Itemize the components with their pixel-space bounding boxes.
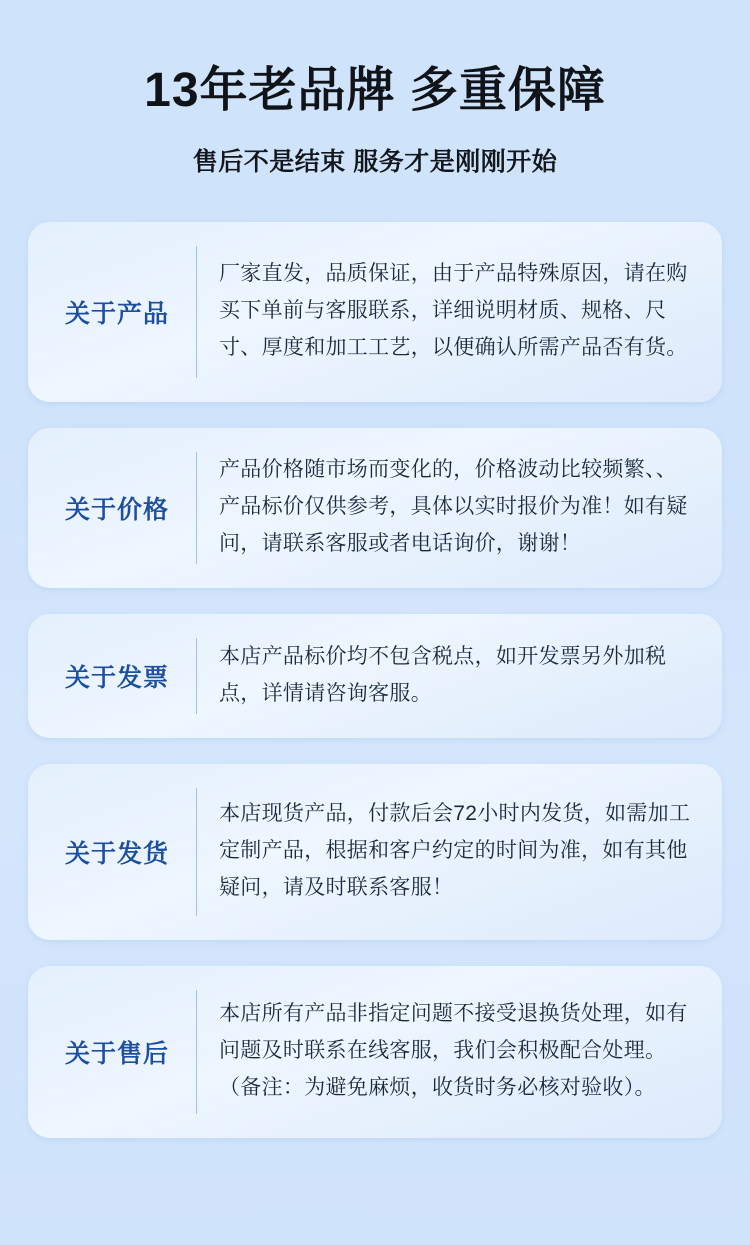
- info-card-label: 关于发货: [64, 839, 169, 868]
- info-card-label: 关于售后: [64, 1039, 169, 1068]
- info-card-label: 关于产品: [64, 299, 169, 328]
- info-card-label: 关于发票: [64, 663, 169, 692]
- info-card-shipping: [28, 764, 722, 940]
- info-card-text: 本店产品标价均不包含税点，如开发票另外加税点，详情请咨询客服。: [219, 644, 667, 705]
- info-card-price: [28, 428, 722, 588]
- info-card-aftersales: [28, 966, 722, 1138]
- page-header: [0, 0, 750, 178]
- info-card-text: 本店所有产品非指定问题不接受退换货处理，如有问题及时联系在线客服，我们会积极配合处理。（备注：为避免麻烦，收货时务必核对验收）。: [219, 1002, 688, 1099]
- info-card-product: [28, 222, 722, 402]
- page-title: 13年老品牌 多重保障: [144, 64, 606, 117]
- info-card-text: 厂家直发，品质保证，由于产品特殊原因，请在购买下单前与客服联系，详细说明材质、规格、尺寸、厚度和加工工艺，以便确认所需产品否有货。: [219, 262, 688, 359]
- info-card-text: 产品价格随市场而变化的，价格波动比较频繁、、产品标价仅供参考，具体以实时报价为准！如有疑问，请联系客服或者电话询价，谢谢！: [219, 458, 688, 555]
- info-card-text: 本店现货产品，付款后会72小时内发货，如需加工定制产品，根据和客户约定的时间为准，如有其他疑问，请及时联系客服！: [219, 802, 691, 899]
- page-subtitle: 售后不是结束 服务才是刚刚开始: [192, 147, 558, 176]
- info-card-label: 关于价格: [64, 495, 169, 524]
- info-card-list: [0, 222, 750, 1138]
- info-card-invoice: [28, 614, 722, 738]
